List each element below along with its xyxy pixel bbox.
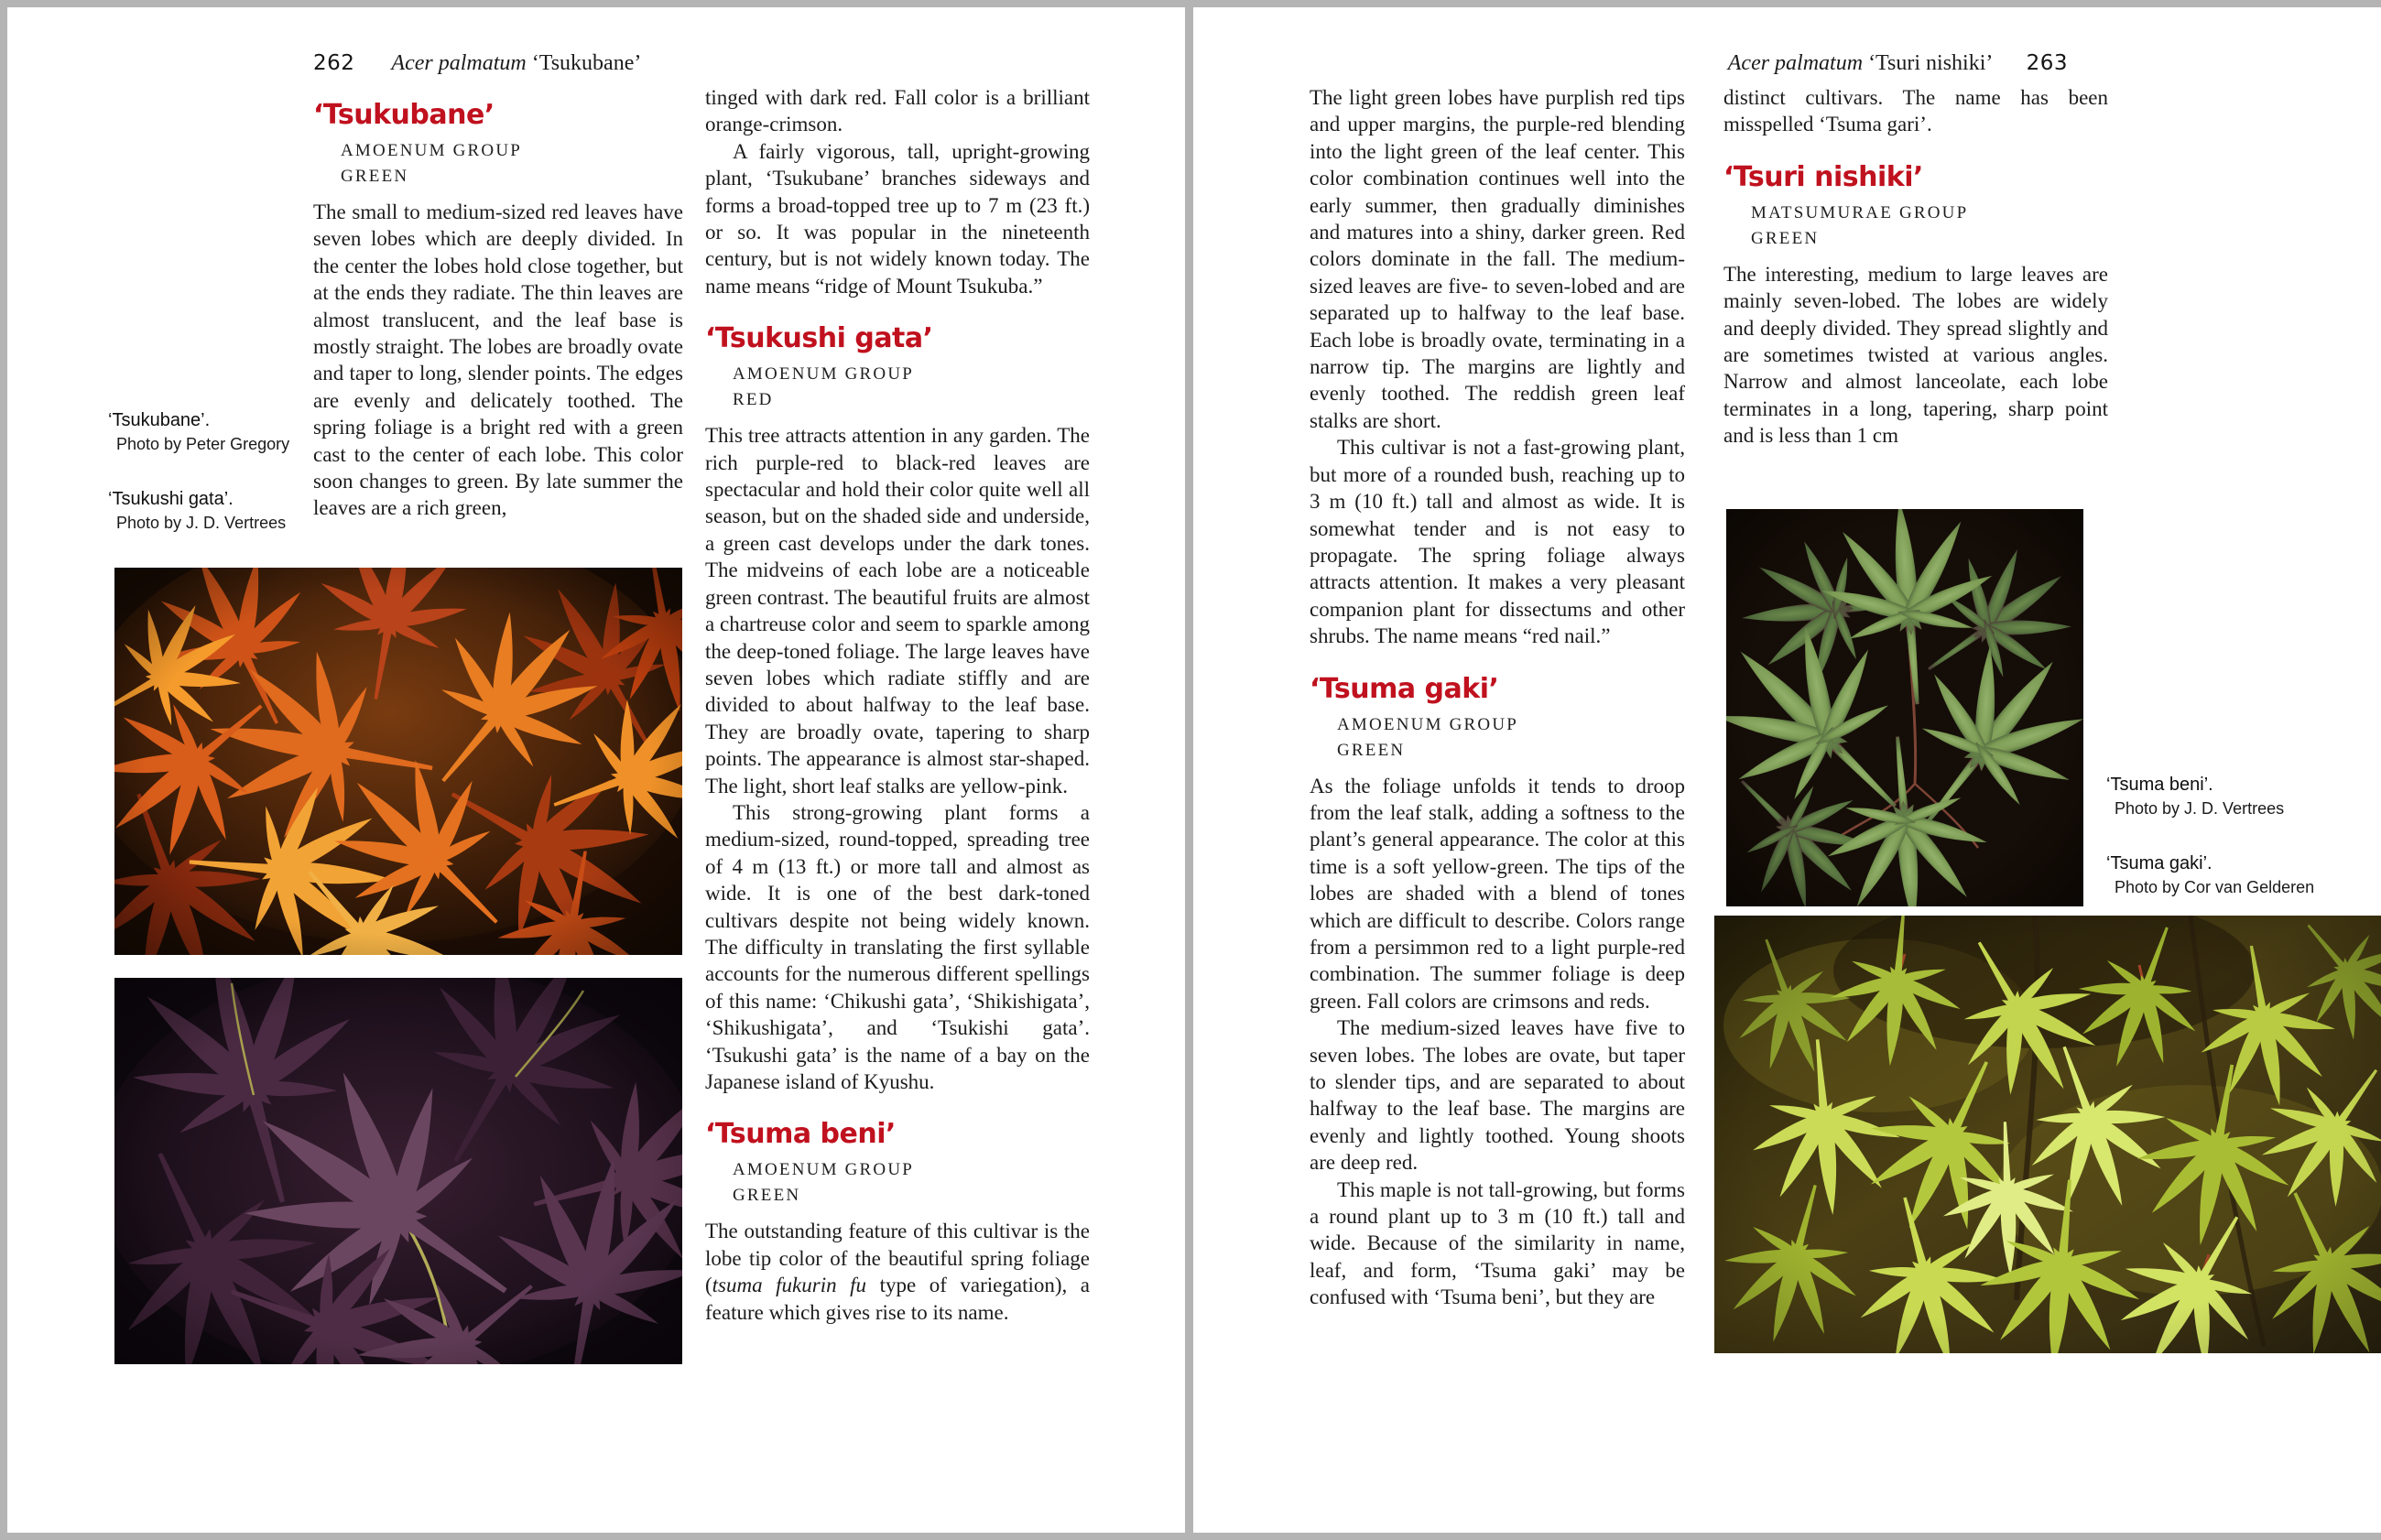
right-margin-captions — [2106, 773, 2363, 930]
photo-caption — [108, 487, 305, 535]
left-column-2 — [705, 84, 1090, 1326]
page-number: 263 — [2026, 51, 2068, 75]
body-paragraph: This tree attracts attention in any garden. The rich purple-red to black-red leaves are spectacular and hold their color quite well all season, but on the shaded side and underside, a green cast develops under the dark tones. The midveins of each lobe are a noticeable green contrast. The beautiful fruits are almost a chartreuse color and seem to sparkle among the deep-toned foliage. The large leaves have seven lobes which radiate stiffly and are divided to about halfway to the leaf base. They are broadly ovate, tapering to sharp points. The appearance is almost star-shaped. The light, short leaf stalks are yellow-pink. — [705, 424, 1090, 797]
caption-title: ‘Tsukushi gata’. — [108, 489, 234, 509]
color-label: GREEN — [733, 1186, 801, 1206]
body-paragraph — [705, 1218, 1090, 1326]
left-margin-captions — [108, 408, 305, 566]
body-paragraph: The light green lobes have purplish red tips and upper margins, the purple-red blending into the light green of the leaf center. This color combination continues well into the early summer, then gradually diminishes and matures into a shiny, darker green. Red colors dominate in the fall. The medium-sized leaves are five- to seven-lobed and are separated up to halfway to the leaf base. Each lobe is broadly ovate, terminating in a narrow tip. The margins are lightly and evenly toothed. The reddish green leaf stalks are short. — [1310, 86, 1685, 432]
photo-tsukushi-gata — [114, 978, 682, 1364]
body-paragraph: distinct cultivars. The name has been misspelled ‘Tsuma gari’. — [1723, 86, 2108, 136]
running-head-left — [313, 51, 641, 76]
group-and-color-label — [733, 1157, 1090, 1209]
running-head-species: Acer palmatum — [1727, 51, 1864, 75]
color-label: GREEN — [341, 167, 409, 186]
color-label: GREEN — [1751, 228, 1820, 248]
photo-caption — [2106, 851, 2363, 899]
cultivar-heading-tsuma-gaki: ‘Tsuma gaki’ — [1310, 672, 1499, 705]
body-paragraph: A fairly vigorous, tall, upright-growing plant, ‘Tsukubane’ branches sideways and forms a broad-topped tree up to 7 m (23 ft.) or so. It was popular in the nineteenth century, but is not widely known today. The name means “ridge of Mount Tsukuba.” — [705, 139, 1090, 298]
right-column-2 — [1723, 84, 2108, 450]
japanese-term-italic: tsuma fukurin fu — [712, 1274, 867, 1297]
right-column-1 — [1310, 84, 1685, 1311]
photo-tsukubane — [114, 568, 682, 955]
page-number: 262 — [313, 51, 355, 75]
photo-tsuma-gaki — [1714, 916, 2381, 1353]
group-label: AMOENUM GROUP — [341, 141, 523, 160]
body-paragraph: The interesting, medium to large leaves are mainly seven-lobed. The lobes are widely and deeply divided. They spread slightly and are sometimes twisted at various angles. Narrow and almost lanceolate, each lobe terminates in a long, tapering, sharp point and is less than 1 cm — [1723, 262, 2108, 448]
group-label: MATSUMURAE GROUP — [1751, 202, 1969, 222]
caption-title: ‘Tsuma beni’. — [2106, 775, 2213, 795]
body-paragraph: The medium-sized leaves have five to seven lobes. The lobes are ovate, but taper to slender tips, and are separated to about halfway to the leaf base. The margins are evenly and lightly toothed. Young shoots are deep red. — [1310, 1016, 1685, 1175]
group-label: AMOENUM GROUP — [733, 1160, 915, 1180]
color-label: GREEN — [1337, 740, 1406, 760]
caption-credit: Photo by Peter Gregory — [116, 435, 290, 453]
group-and-color-label — [1751, 201, 2108, 252]
body-paragraph: This strong-growing plant forms a medium-sized, round-topped, spreading tree of 4 m (13 ft.) or more tall and almost as wide. It is one of the best dark-toned cultivars despite not being widely known. The difficulty in translating the first syllable accounts for the numerous different spellings of this name: ‘Chikushi gata’, ‘Shikishigata’, ‘Shikushigata’, and ‘Tsukishi gata’. ‘Tsukushi gata’ is the name of a bay on the Japanese island of Kyushu. — [705, 800, 1090, 1093]
caption-title: ‘Tsuma gaki’. — [2106, 853, 2212, 873]
paragraph-text: The outstanding feature of this cultivar is the lobe tip color of the beautiful spring foliage ( — [705, 1220, 1090, 1297]
running-head-cultivar: ‘Tsukubane’ — [531, 51, 642, 75]
caption-credit: Photo by Cor van Gelderen — [2115, 878, 2315, 896]
group-and-color-label — [341, 138, 683, 190]
group-and-color-label — [1337, 712, 1685, 764]
paragraph-text: type of variegation), a feature which gives rise to its name. — [705, 1274, 1090, 1324]
caption-credit: Photo by J. D. Vertrees — [116, 514, 287, 532]
body-paragraph: This maple is not tall-growing, but forms a round plant up to 3 m (10 ft.) tall and wide. Because of the similarity in name, leaf, and form, ‘Tsuma gaki’ may be confused with ‘Tsuma beni’, but they are — [1310, 1177, 1685, 1309]
color-label: RED — [733, 390, 774, 410]
photo-caption — [108, 408, 305, 456]
photo-caption — [2106, 773, 2363, 820]
body-paragraph: As the foliage unfolds it tends to droop from the leaf stalk, adding a softness to the plant’s general appearance. The color at this time is a soft yellow-green. The tips of the lobes are shaded with a blend of tones which are difficult to describe. Colors range from a persimmon red to a light purple-red combination. The summer foliage is deep green. Fall colors are crimsons and reds. — [1310, 774, 1685, 1013]
cultivar-heading-tsuma-beni: ‘Tsuma beni’ — [705, 1118, 896, 1151]
group-and-color-label — [733, 362, 1090, 413]
group-label: AMOENUM GROUP — [1337, 714, 1519, 734]
caption-title: ‘Tsukubane’. — [108, 410, 211, 430]
cultivar-heading-tsukubane: ‘Tsukubane’ — [313, 99, 495, 131]
running-head-right — [1683, 51, 2068, 76]
body-paragraph: This cultivar is not a fast-growing plant, but more of a rounded bush, reaching up to 3 m (10 ft.) tall and almost as wide. It is somewhat tender and is not easy to propagate. The spring foliage always attracts attention. It makes a very pleasant companion plant for dissectums and other shrubs. The name means “red nail.” — [1310, 436, 1685, 648]
group-label: AMOENUM GROUP — [733, 364, 915, 385]
cultivar-heading-tsuri-nishiki: ‘Tsuri nishiki’ — [1723, 160, 1923, 193]
body-paragraph: The small to medium-sized red leaves have seven lobes which are deeply divided. In the center the lobes hold close together, but at the ends they radiate. The thin leaves are almost translucent, and the leaf base is mostly straight. The lobes are broadly ovate and taper to long, slender points. The edges are evenly and delicately toothed. The spring foliage is a bright red with a green cast to the center of each lobe. This color soon changes to green. By late summer the leaves are a rich green, — [313, 201, 683, 520]
running-head-species: Acer palmatum — [391, 51, 527, 75]
left-column-1 — [313, 99, 683, 522]
caption-credit: Photo by J. D. Vertrees — [2115, 799, 2285, 818]
cultivar-heading-tsukushi-gata: ‘Tsukushi gata’ — [705, 322, 933, 355]
photo-tsuma-beni — [1726, 509, 2083, 906]
body-paragraph: tinged with dark red. Fall color is a brilliant orange-crimson. — [705, 86, 1090, 136]
running-head-cultivar: ‘Tsuri nishiki’ — [1868, 51, 1992, 75]
